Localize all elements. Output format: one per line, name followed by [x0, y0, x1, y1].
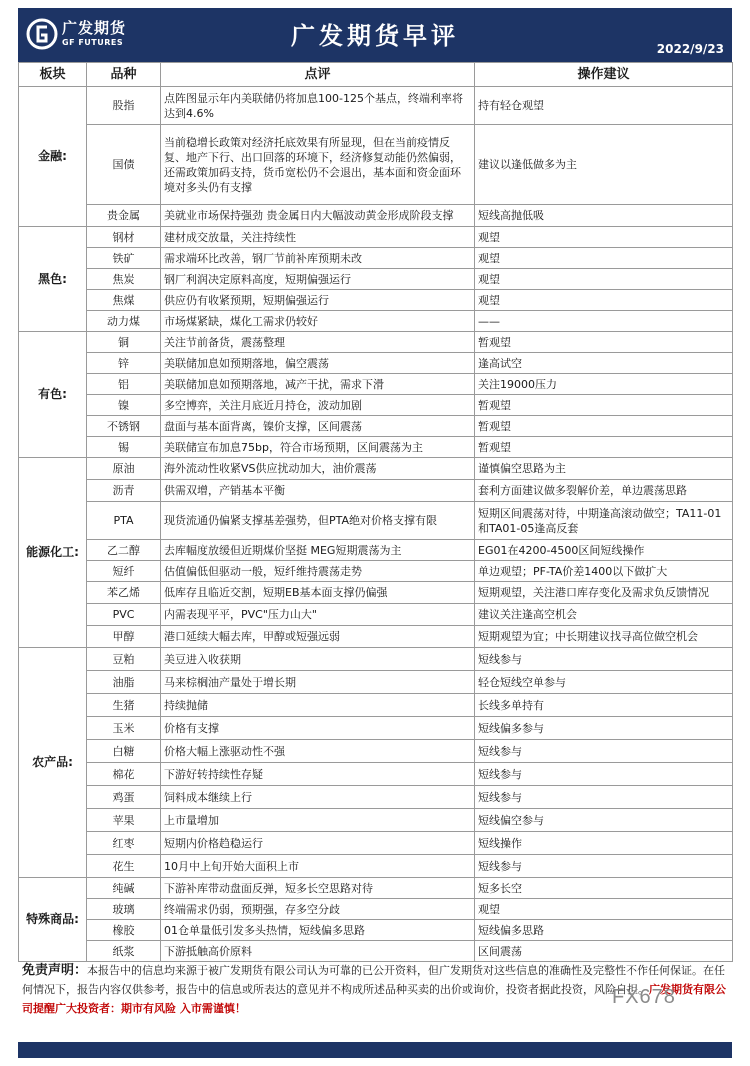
- variety-cell: 铝: [87, 374, 161, 395]
- advice-cell: 暂观望: [475, 395, 733, 416]
- comment-cell: 美联储加息如预期落地，减产干扰，需求下滑: [161, 374, 475, 395]
- comment-cell: 估值偏低但驱动一般，短纤维持震荡走势: [161, 561, 475, 582]
- comment-cell: 美联储宣布加息75bp，符合市场预期，区间震荡为主: [161, 437, 475, 458]
- comment-cell: 点阵图显示年内美联储仍将加息100-125个基点，终端利率将达到4.6%: [161, 87, 475, 125]
- advice-cell: 持有轻仓观望: [475, 87, 733, 125]
- column-header-comment: 点评: [161, 63, 475, 87]
- variety-cell: 花生: [87, 855, 161, 878]
- advice-cell: 轻仓短线空单参与: [475, 671, 733, 694]
- variety-cell: 铁矿: [87, 248, 161, 269]
- table-row: [19, 763, 733, 786]
- sector-cell: 黑色:: [19, 227, 87, 332]
- logo-chinese-text: 广发期货: [62, 19, 127, 37]
- variety-cell: 纸浆: [87, 941, 161, 962]
- variety-cell: 焦煤: [87, 290, 161, 311]
- advice-cell: 套利方面建议做多裂解价差，单边震荡思路: [475, 480, 733, 502]
- watermark-logo: FX678: [612, 986, 676, 1008]
- variety-cell: 动力煤: [87, 311, 161, 332]
- advice-cell: 短期观望为宜；中长期建议找寻高位做空机会: [475, 626, 733, 648]
- comment-cell: 供应仍有收紧预期，短期偏强运行: [161, 290, 475, 311]
- variety-cell: PTA: [87, 502, 161, 540]
- disclaimer-body: 本报告中的信息均来源于被广发期货有限公司认为可靠的已公开资料，但广发期货对这些信息的准确性及完整性不作任何保证。在任何情况下，报告内容仅供参考，报告中的信息或所表达的意见并不构成所述品种买卖的出价或询价，投资者据此投资，风险自担。: [22, 964, 726, 996]
- advice-cell: 短线偏空参与: [475, 809, 733, 832]
- variety-cell: 国债: [87, 125, 161, 205]
- table-row: [19, 290, 733, 311]
- variety-cell: 玻璃: [87, 899, 161, 920]
- variety-cell: 乙二醇: [87, 540, 161, 561]
- comment-cell: 关注节前备货，震荡整理: [161, 332, 475, 353]
- comment-cell: 现货流通仍偏紧支撑基差强势，但PTA绝对价格支撑有限: [161, 502, 475, 540]
- comment-cell: 去库幅度放缓但近期煤价坚挺 MEG短期震荡为主: [161, 540, 475, 561]
- comment-cell: 多空博弈，关注月底近月持仓，波动加剧: [161, 395, 475, 416]
- table-row: [19, 87, 733, 125]
- comment-cell: 低库存且临近交割，短期EB基本面支撑仍偏强: [161, 582, 475, 604]
- table-row: [19, 855, 733, 878]
- advice-cell: 短期观望，关注港口库存变化及需求负反馈情况: [475, 582, 733, 604]
- advice-cell: 区间震荡: [475, 941, 733, 962]
- table-row: [19, 374, 733, 395]
- advice-cell: 短线高抛低吸: [475, 205, 733, 227]
- table-row: [19, 269, 733, 290]
- advice-cell: 短期区间震荡对待，中期逢高滚动做空；TA11-01和TA01-05逢高反套: [475, 502, 733, 540]
- sector-cell: 金融:: [19, 87, 87, 227]
- table-row: [19, 740, 733, 763]
- comment-cell: 港口延续大幅去库，甲醇或短强远弱: [161, 626, 475, 648]
- table-row: [19, 125, 733, 205]
- comment-cell: 终端需求仍弱，预期强，存多空分歧: [161, 899, 475, 920]
- variety-cell: 白糖: [87, 740, 161, 763]
- comment-cell: 下游补库带动盘面反弹，短多长空思路对待: [161, 878, 475, 899]
- table-row: [19, 561, 733, 582]
- variety-cell: 短纤: [87, 561, 161, 582]
- variety-cell: 橡胶: [87, 920, 161, 941]
- advice-cell: 观望: [475, 269, 733, 290]
- variety-cell: 豆粕: [87, 648, 161, 671]
- table-row: [19, 502, 733, 540]
- comment-cell: 当前稳增长政策对经济托底效果有所显现，但在当前疫情反复、地产下行、出口回落的环境下，经济修复动能仍然偏弱，还需政策加码支持，货币宽松仍不会退出，基本面和资金面环境对多头仍有支撑: [161, 125, 475, 205]
- advice-cell: 谨慎偏空思路为主: [475, 458, 733, 480]
- sector-cell: 特殊商品:: [19, 878, 87, 962]
- table-row: [19, 899, 733, 920]
- variety-cell: 锡: [87, 437, 161, 458]
- variety-cell: 玉米: [87, 717, 161, 740]
- comment-cell: 供需双增，产销基本平衡: [161, 480, 475, 502]
- variety-cell: 不锈钢: [87, 416, 161, 437]
- table-row: [19, 878, 733, 899]
- comment-cell: 持续抛储: [161, 694, 475, 717]
- column-header-advice: 操作建议: [475, 63, 733, 87]
- advice-cell: ——: [475, 311, 733, 332]
- sector-cell: 有色:: [19, 332, 87, 458]
- variety-cell: 纯碱: [87, 878, 161, 899]
- table-row: [19, 809, 733, 832]
- comment-cell: 01仓单量低引发多头热情，短线偏多思路: [161, 920, 475, 941]
- sector-cell: 能源化工:: [19, 458, 87, 648]
- table-row: [19, 832, 733, 855]
- variety-cell: 鸡蛋: [87, 786, 161, 809]
- variety-cell: 棉花: [87, 763, 161, 786]
- table-row: [19, 311, 733, 332]
- variety-cell: 镍: [87, 395, 161, 416]
- table-row: [19, 353, 733, 374]
- comment-cell: 下游好转持续性存疑: [161, 763, 475, 786]
- table-header-row: [19, 63, 733, 87]
- table-row: [19, 227, 733, 248]
- sector-cell: 农产品:: [19, 648, 87, 878]
- variety-cell: 甲醇: [87, 626, 161, 648]
- advice-cell: 短线操作: [475, 832, 733, 855]
- comment-cell: 马来棕榈油产量处于增长期: [161, 671, 475, 694]
- logo-english-text: GF FUTURES: [62, 38, 124, 47]
- header-bar: [18, 8, 732, 62]
- variety-cell: 原油: [87, 458, 161, 480]
- advice-cell: 观望: [475, 899, 733, 920]
- comment-cell: 上市量增加: [161, 809, 475, 832]
- variety-cell: 锌: [87, 353, 161, 374]
- advice-cell: 逢高试空: [475, 353, 733, 374]
- advice-cell: 暂观望: [475, 416, 733, 437]
- advice-cell: 短线参与: [475, 740, 733, 763]
- variety-cell: 苹果: [87, 809, 161, 832]
- advice-cell: 短线偏多思路: [475, 920, 733, 941]
- comment-cell: 下游抵触高价原料: [161, 941, 475, 962]
- variety-cell: 红枣: [87, 832, 161, 855]
- risk-warning: 广发期货有限公司提醒广大投资者：期市有风险 入市需谨慎！: [22, 983, 726, 1015]
- report-page: [18, 8, 732, 1058]
- comment-cell: 短期内价格趋稳运行: [161, 832, 475, 855]
- advice-cell: 短线参与: [475, 855, 733, 878]
- column-header-sector: 板块: [19, 63, 87, 87]
- report-date: 2022/9/23: [656, 42, 724, 56]
- advice-cell: 观望: [475, 290, 733, 311]
- advice-cell: 暂观望: [475, 332, 733, 353]
- table-row: [19, 248, 733, 269]
- table-row: [19, 437, 733, 458]
- comment-cell: 美豆进入收获期: [161, 648, 475, 671]
- variety-cell: PVC: [87, 604, 161, 626]
- variety-cell: 沥青: [87, 480, 161, 502]
- variety-cell: 贵金属: [87, 205, 161, 227]
- comment-cell: 内需表现平平，PVC"压力山大": [161, 604, 475, 626]
- table-row: [19, 694, 733, 717]
- variety-cell: 苯乙烯: [87, 582, 161, 604]
- advice-cell: 关注19000压力: [475, 374, 733, 395]
- variety-cell: 油脂: [87, 671, 161, 694]
- table-row: [19, 786, 733, 809]
- advice-cell: 观望: [475, 227, 733, 248]
- advice-cell: 短多长空: [475, 878, 733, 899]
- page-title: 广发期货早评: [291, 22, 459, 50]
- advice-cell: 短线参与: [475, 786, 733, 809]
- table-row: [19, 332, 733, 353]
- table-body: [19, 87, 733, 962]
- advice-cell: EG01在4200-4500区间短线操作: [475, 540, 733, 561]
- table-row: [19, 671, 733, 694]
- variety-cell: 焦炭: [87, 269, 161, 290]
- commentary-table: [18, 62, 733, 962]
- table-row: [19, 717, 733, 740]
- comment-cell: 价格有支撑: [161, 717, 475, 740]
- table-row: [19, 648, 733, 671]
- comment-cell: 海外流动性收紧VS供应扰动加大，油价震荡: [161, 458, 475, 480]
- comment-cell: 需求端环比改善，钢厂节前补库预期未改: [161, 248, 475, 269]
- table-row: [19, 920, 733, 941]
- table-row: [19, 205, 733, 227]
- advice-cell: 长线多单持有: [475, 694, 733, 717]
- advice-cell: 建议关注逢高空机会: [475, 604, 733, 626]
- comment-cell: 钢厂利润决定原料高度，短期偏强运行: [161, 269, 475, 290]
- variety-cell: 生猪: [87, 694, 161, 717]
- advice-cell: 暂观望: [475, 437, 733, 458]
- table-row: [19, 416, 733, 437]
- table-row: [19, 458, 733, 480]
- comment-cell: 盘面与基本面背离，镍价支撑，区间震荡: [161, 416, 475, 437]
- variety-cell: 股指: [87, 87, 161, 125]
- comment-cell: 美联储加息如预期落地，偏空震荡: [161, 353, 475, 374]
- advice-cell: 建议以逢低做多为主: [475, 125, 733, 205]
- column-header-variety: 品种: [87, 63, 161, 87]
- comment-cell: 10月中上旬开始大面积上市: [161, 855, 475, 878]
- disclaimer-lead: 免责声明：: [22, 963, 88, 978]
- table-row: [19, 604, 733, 626]
- variety-cell: 铜: [87, 332, 161, 353]
- table-row: [19, 480, 733, 502]
- comment-cell: 美就业市场保持强劲 贵金属日内大幅波动黄金形成阶段支撑: [161, 205, 475, 227]
- advice-cell: 短线参与: [475, 763, 733, 786]
- table-row: [19, 395, 733, 416]
- advice-cell: 观望: [475, 248, 733, 269]
- advice-cell: 短线参与: [475, 648, 733, 671]
- table-row: [19, 540, 733, 561]
- table-row: [19, 626, 733, 648]
- advice-cell: 单边观望；PF-TA价差1400以下做扩大: [475, 561, 733, 582]
- footer-bar: [18, 1042, 732, 1058]
- advice-cell: 短线偏多参与: [475, 717, 733, 740]
- comment-cell: 建材成交放量，关注持续性: [161, 227, 475, 248]
- table-row: [19, 582, 733, 604]
- comment-cell: 市场煤紧缺，煤化工需求仍较好: [161, 311, 475, 332]
- comment-cell: 饲料成本继续上行: [161, 786, 475, 809]
- comment-cell: 价格大幅上涨驱动性不强: [161, 740, 475, 763]
- variety-cell: 钢材: [87, 227, 161, 248]
